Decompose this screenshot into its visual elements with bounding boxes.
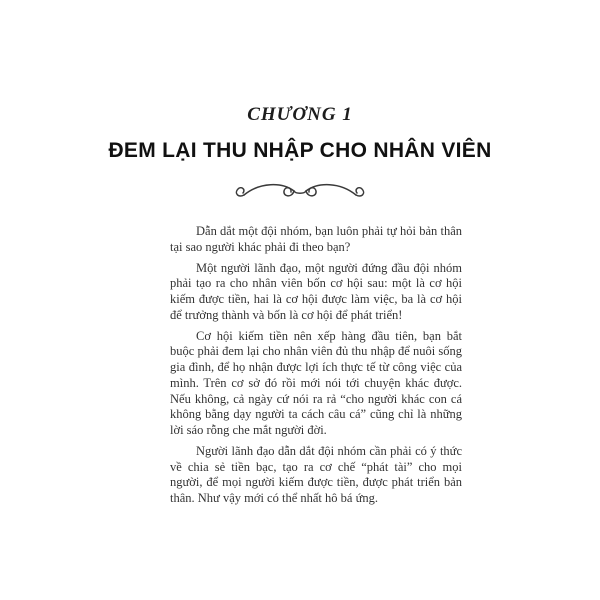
body-text [170, 224, 462, 507]
paragraph: Một người lãnh đạo, một người đứng đầu đội nhóm phải tạo ra cho nhân viên bốn cơ hội sau: một là cơ hội kiếm được tiền, hai là cơ hội được làm việc, ba là cơ hội để trưởng thành và bốn là cơ hội để phát triển! [170, 260, 462, 322]
flourish-ornament-icon [230, 178, 370, 206]
paragraph: Người lãnh đạo dẫn dắt đội nhóm cần phải có ý thức về chia sẻ tiền bạc, tạo ra cơ chế “phát tài” cho mọi người, để mọi người kiếm được tiền, được phát triển bản thân. Như vậy mới có thể nhất hô bá ứng. [170, 443, 462, 505]
paragraph: Cơ hội kiếm tiền nên xếp hàng đầu tiên, bạn bắt buộc phải đem lại cho nhân viên đủ thu nhập để nuôi sống gia đình, để họ nhận được lợi ích thực tế từ công việc của mình. Trên cơ sở đó rồi mới nói tới chuyện khác được. Nếu không, cả ngày cứ nói ra rả “cho người khác con cá không bằng dạy người ta cách câu cá” cũng chỉ là những lời sáo rỗng che mắt người đời. [170, 328, 462, 437]
chapter-title: ĐEM LẠI THU NHẬP CHO NHÂN VIÊN [108, 139, 492, 162]
ornament-container [0, 178, 600, 208]
chapter-label: CHƯƠNG 1 [247, 104, 353, 125]
paragraph: Dẫn dắt một đội nhóm, bạn luôn phải tự hỏi bản thân tại sao người khác phải đi theo bạn? [170, 224, 462, 254]
